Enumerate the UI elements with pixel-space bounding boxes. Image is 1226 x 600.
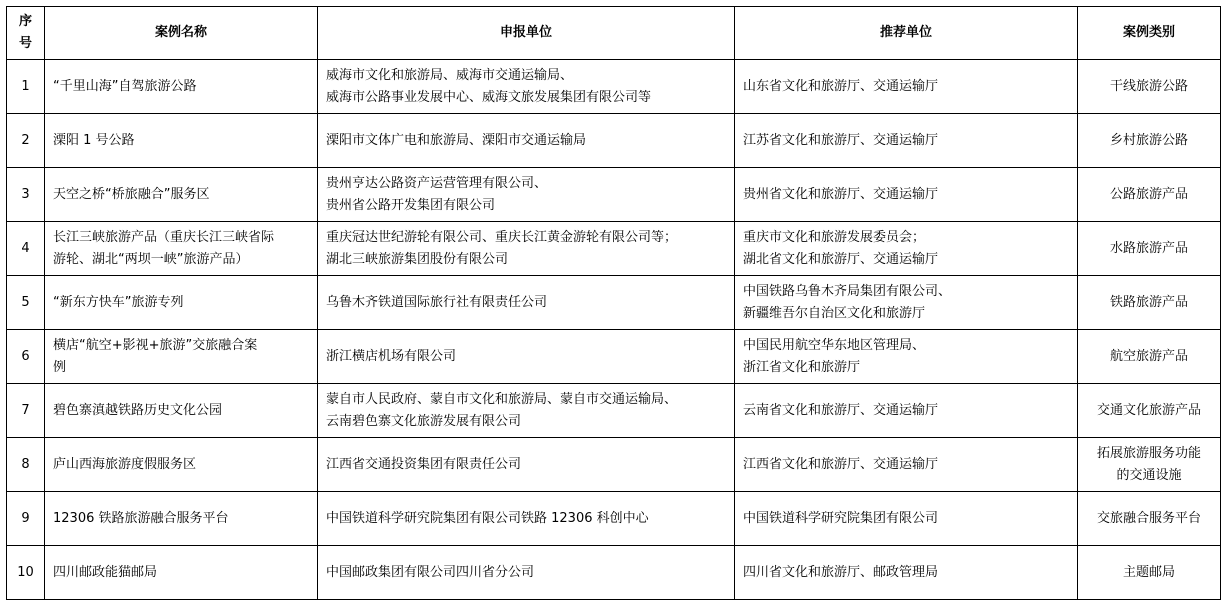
table-row bbox=[7, 492, 1221, 546]
cell-no: 6 bbox=[7, 330, 45, 384]
header-applicant-unit: 申报单位 bbox=[318, 7, 735, 60]
cell-case-name: 溧阳 1 号公路 bbox=[45, 114, 318, 168]
table-row bbox=[7, 222, 1221, 276]
cell-recommending-unit: 云南省文化和旅游厅、交通运输厅 bbox=[735, 384, 1078, 438]
cell-recommending-unit: 山东省文化和旅游厅、交通运输厅 bbox=[735, 60, 1078, 114]
cell-no: 8 bbox=[7, 438, 45, 492]
cell-applicant-unit: 蒙自市人民政府、蒙自市文化和旅游局、蒙自市交通运输局、 云南碧色寨文化旅游发展有限公司 bbox=[318, 384, 735, 438]
case-table-container bbox=[6, 6, 1221, 600]
cell-case-type: 交旅融合服务平台 bbox=[1078, 492, 1221, 546]
header-row bbox=[7, 7, 1221, 60]
cell-case-type: 干线旅游公路 bbox=[1078, 60, 1221, 114]
cell-no: 9 bbox=[7, 492, 45, 546]
cell-recommending-unit: 中国铁路乌鲁木齐局集团有限公司、 新疆维吾尔自治区文化和旅游厅 bbox=[735, 276, 1078, 330]
header-recommending-unit: 推荐单位 bbox=[735, 7, 1078, 60]
cell-recommending-unit: 江西省文化和旅游厅、交通运输厅 bbox=[735, 438, 1078, 492]
cell-case-type: 交通文化旅游产品 bbox=[1078, 384, 1221, 438]
cell-applicant-unit: 重庆冠达世纪游轮有限公司、重庆长江黄金游轮有限公司等； 湖北三峡旅游集团股份有限公司 bbox=[318, 222, 735, 276]
cell-applicant-unit: 浙江横店机场有限公司 bbox=[318, 330, 735, 384]
cell-no: 10 bbox=[7, 546, 45, 600]
cell-recommending-unit: 贵州省文化和旅游厅、交通运输厅 bbox=[735, 168, 1078, 222]
cell-no: 1 bbox=[7, 60, 45, 114]
cell-recommending-unit: 重庆市文化和旅游发展委员会； 湖北省文化和旅游厅、交通运输厅 bbox=[735, 222, 1078, 276]
cell-no: 3 bbox=[7, 168, 45, 222]
table-row bbox=[7, 114, 1221, 168]
cell-case-name: “新东方快车”旅游专列 bbox=[45, 276, 318, 330]
cell-applicant-unit: 中国铁道科学研究院集团有限公司铁路 12306 科创中心 bbox=[318, 492, 735, 546]
cell-case-type: 水路旅游产品 bbox=[1078, 222, 1221, 276]
cell-case-name: 碧色寨滇越铁路历史文化公园 bbox=[45, 384, 318, 438]
cell-case-name: “千里山海”自驾旅游公路 bbox=[45, 60, 318, 114]
case-table bbox=[6, 6, 1221, 600]
cell-applicant-unit: 溧阳市文体广电和旅游局、溧阳市交通运输局 bbox=[318, 114, 735, 168]
cell-applicant-unit: 乌鲁木齐铁道国际旅行社有限责任公司 bbox=[318, 276, 735, 330]
cell-recommending-unit: 中国铁道科学研究院集团有限公司 bbox=[735, 492, 1078, 546]
cell-no: 4 bbox=[7, 222, 45, 276]
header-case-name: 案例名称 bbox=[45, 7, 318, 60]
cell-case-type: 公路旅游产品 bbox=[1078, 168, 1221, 222]
cell-applicant-unit: 中国邮政集团有限公司四川省分公司 bbox=[318, 546, 735, 600]
table-row bbox=[7, 384, 1221, 438]
cell-case-name: 12306 铁路旅游融合服务平台 bbox=[45, 492, 318, 546]
table-row bbox=[7, 330, 1221, 384]
table-row bbox=[7, 276, 1221, 330]
cell-recommending-unit: 四川省文化和旅游厅、邮政管理局 bbox=[735, 546, 1078, 600]
cell-case-name: 长江三峡旅游产品（重庆长江三峡省际 游轮、湖北“两坝一峡”旅游产品） bbox=[45, 222, 318, 276]
cell-case-name: 庐山西海旅游度假服务区 bbox=[45, 438, 318, 492]
cell-case-type: 拓展旅游服务功能 的交通设施 bbox=[1078, 438, 1221, 492]
table-row bbox=[7, 546, 1221, 600]
table-row bbox=[7, 168, 1221, 222]
cell-no: 2 bbox=[7, 114, 45, 168]
table-row bbox=[7, 60, 1221, 114]
cell-case-name: 天空之桥“桥旅融合”服务区 bbox=[45, 168, 318, 222]
cell-recommending-unit: 中国民用航空华东地区管理局、 浙江省文化和旅游厅 bbox=[735, 330, 1078, 384]
cell-case-name: 四川邮政能猫邮局 bbox=[45, 546, 318, 600]
header-case-type: 案例类别 bbox=[1078, 7, 1221, 60]
cell-case-type: 乡村旅游公路 bbox=[1078, 114, 1221, 168]
cell-case-name: 横店“航空+影视+旅游”交旅融合案 例 bbox=[45, 330, 318, 384]
cell-no: 7 bbox=[7, 384, 45, 438]
table-row bbox=[7, 438, 1221, 492]
cell-no: 5 bbox=[7, 276, 45, 330]
cell-applicant-unit: 贵州亨达公路资产运营管理有限公司、 贵州省公路开发集团有限公司 bbox=[318, 168, 735, 222]
cell-applicant-unit: 威海市文化和旅游局、威海市交通运输局、 威海市公路事业发展中心、威海文旅发展集团有限公司等 bbox=[318, 60, 735, 114]
cell-case-type: 铁路旅游产品 bbox=[1078, 276, 1221, 330]
cell-case-type: 主题邮局 bbox=[1078, 546, 1221, 600]
cell-recommending-unit: 江苏省文化和旅游厅、交通运输厅 bbox=[735, 114, 1078, 168]
cell-applicant-unit: 江西省交通投资集团有限责任公司 bbox=[318, 438, 735, 492]
header-no: 序号 bbox=[7, 7, 45, 60]
cell-case-type: 航空旅游产品 bbox=[1078, 330, 1221, 384]
